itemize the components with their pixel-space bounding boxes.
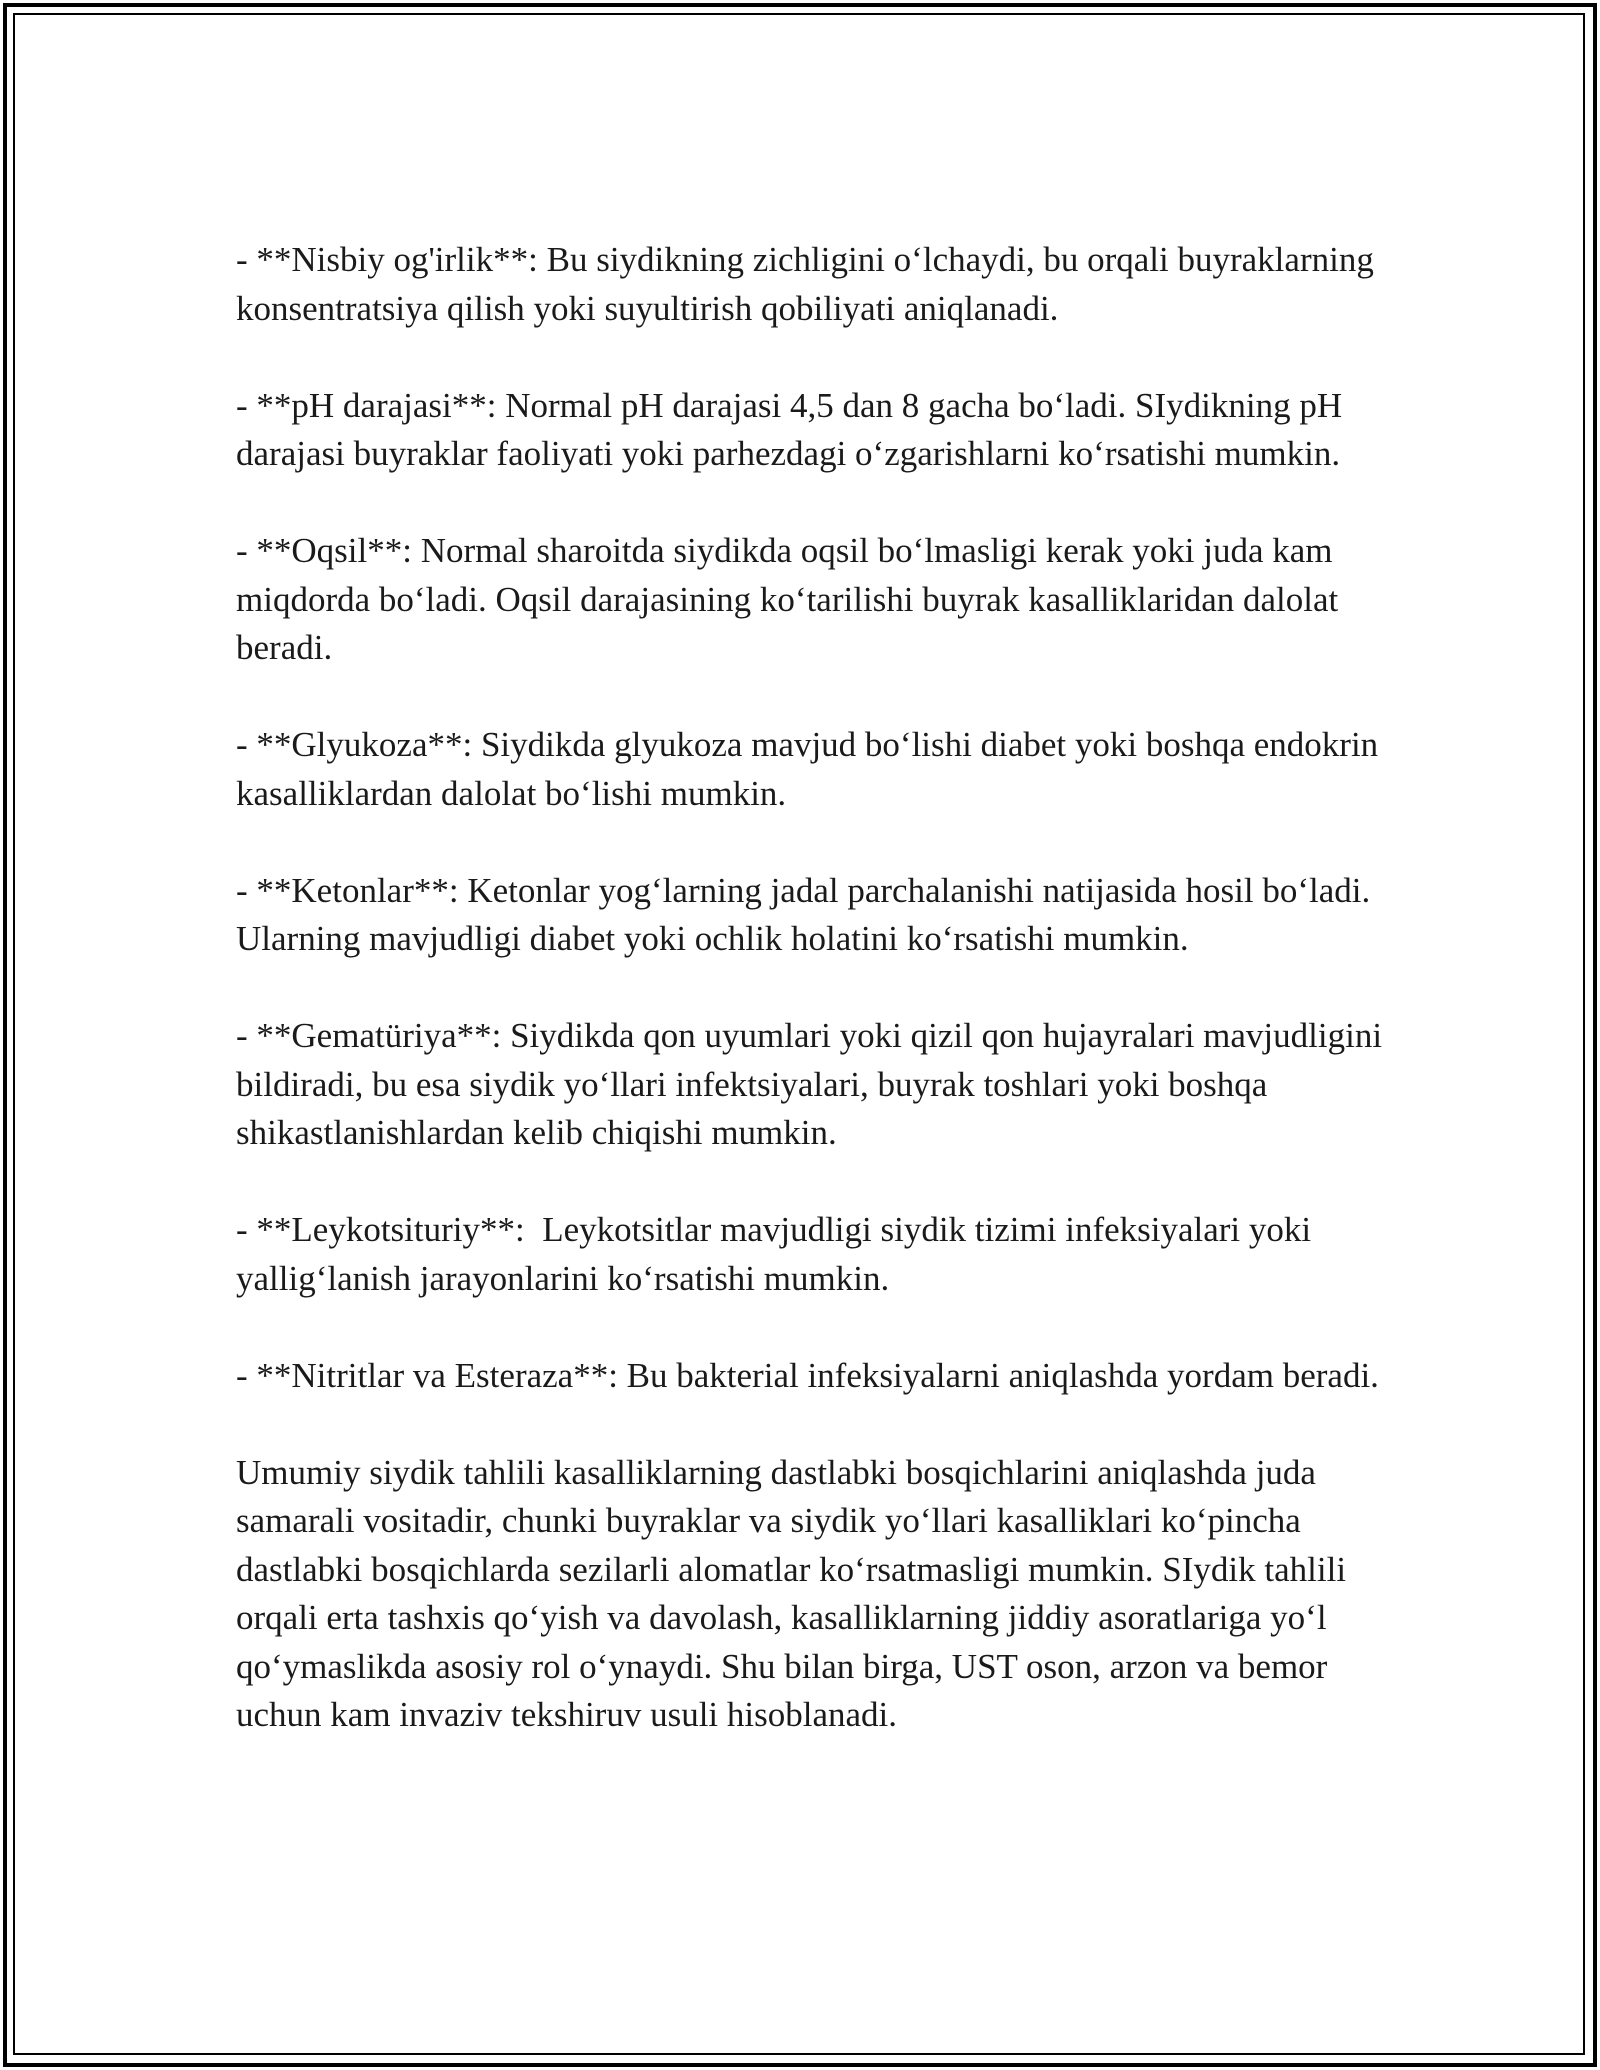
paragraph-ph-darajasi: - **pH darajasi**: Normal pH darajasi 4,5 dan 8 gacha bo‘ladi. SIydikning pH darajasi buyraklar faoliyati yoki parhezdagi o‘zgarishlarni ko‘rsatishi mumkin. [236,385,1351,473]
paragraph-glyukoza: - **Glyukoza**: Siydikda glyukoza mavjud bo‘lishi diabet yoki boshqa endokrin kasalliklardan dalolat bo‘lishi mumkin. [236,725,1387,813]
paragraph-nitritlar-esteraza: - **Nitritlar va Esteraza**: Bu bakterial infeksiyalarni aniqlashda yordam beradi. [236,1355,1379,1395]
paragraph-gematuriya: - **Gematüriya**: Siydikda qon uyumlari yoki qizil qon hujayralari mavjudligini bildiradi, bu esa siydik yo‘llari infektsiyalari, buyrak toshlari yoki boshqa shikastlanishlardan kelib chiqishi mumkin. [236,1016,1391,1152]
document-body [236,236,1391,1788]
paragraph-ketonlar: - **Ketonlar**: Ketonlar yog‘larning jadal parchalanishi natijasida hosil bo‘ladi. Ularning mavjudligi diabet yoki ochlik holatini ko‘rsatishi mumkin. [236,870,1380,958]
paragraph-nisbiy-ogirlik: - **Nisbiy og'irlik**: Bu siydikning zichligini o‘lchaydi, bu orqali buyraklarning konsentratsiya qilish yoki suyultirish qobiliyati aniqlanadi. [236,240,1383,328]
paragraph-oqsil: - **Oqsil**: Normal sharoitda siydikda oqsil bo‘lmasligi kerak yoki juda kam miqdorda bo‘ladi. Oqsil darajasining ko‘tarilishi buyrak kasalliklaridan dalolat beradi. [236,531,1347,667]
paragraph-conclusion: Umumiy siydik tahlili kasalliklarning dastlabki bosqichlarini aniqlashda juda samarali vositadir, chunki buyraklar va siydik yo‘llari kasalliklari ko‘pincha dastlabki bosqichlarda sezilarli alomatlar ko‘rsatmasligi mumkin. SIydik tahlili orqali erta tashxis qo‘yish va davolash, kasalliklarning jiddiy asoratlariga yo‘l qo‘ymaslikda asosiy rol o‘ynaydi. Shu bilan birga, UST oson, arzon va bemor uchun kam invaziv tekshiruv usuli hisoblanadi. [236,1452,1355,1734]
paragraph-leykotsituriy: - **Leykotsituriy**: Leykotsitlar mavjudligi siydik tizimi infeksiyalari yoki yallig‘lanish jarayonlarini ko‘rsatishi mumkin. [236,1210,1320,1298]
